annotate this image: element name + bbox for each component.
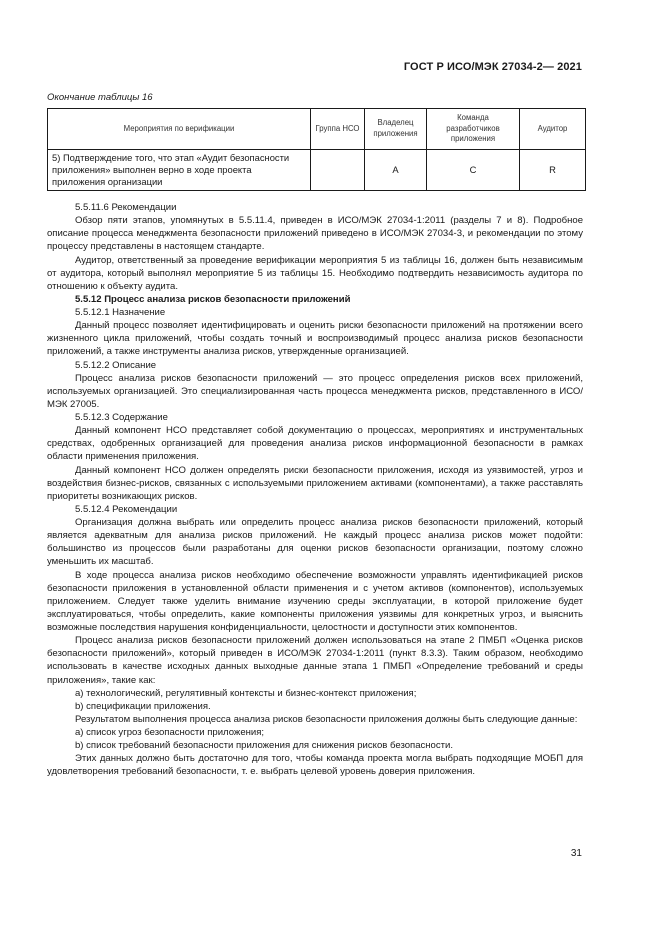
paragraph: Организация должна выбрать или определить процесс анализа рисков безопасности приложений, который является адекватным для анализа рисков приложений. Не каждый процесс анализа рисков может подойти: большинство из процессов были разработаны для оценки рисков безопасности организации, поэтому сложно уменьшить их масштаб. xyxy=(47,517,583,568)
list-item: a) технологический, регулятивный контексты и бизнес-контекст приложения; xyxy=(75,687,417,699)
paragraph: Данный процесс позволяет идентифицировать и оценить риски безопасности приложений на протяжении всего жизненного цикла приложений, чтобы создать точный и воспроизводимый процесс анализа рисков безопасности приложений, а также инструменты анализа рисков, утвержденные организацией. xyxy=(47,320,583,358)
table-caption: Окончание таблицы 16 xyxy=(47,92,153,103)
section-heading: 5.5.11.6 Рекомендации xyxy=(75,202,177,213)
table-cell xyxy=(311,150,365,191)
paragraph: Обзор пяти этапов, упомянутых в 5.5.11.4, приведен в ИСО/МЭК 27034-1:2011 (разделы 7 и 8). Подробное описание процесса менеджмента безопасности приложений приведено в ИСО/МЭК 27034-3, и рекомендации по этому процессу представлены в настоящем стандарте. xyxy=(47,215,583,253)
section-heading: 5.5.12.1 Назначение xyxy=(75,307,166,318)
section-heading: 5.5.12.2 Описание xyxy=(75,359,157,371)
paragraph: Результатом выполнения процесса анализа рисков безопасности приложения должны быть следующие данные: xyxy=(75,713,578,725)
section-heading: 5.5.12.4 Рекомендации xyxy=(75,503,178,515)
paragraph: Этих данных должно быть достаточно для того, чтобы команда проекта могла выбрать подходящие МОБП для удовлетворения требований безопасности, т. е. выбрать целевой уровень доверия приложения. xyxy=(47,753,583,778)
table-header-row xyxy=(48,109,586,150)
document-header: ГОСТ Р ИСО/МЭК 27034-2— 2021 xyxy=(403,61,582,73)
paragraph: Данный компонент НСО должен определять риски безопасности приложения, исходя из уязвимостей, угроз и воздействия бизнес-рисков, связанных с используемыми приложением активами (компонентами), а также расставлять приоритеты возникающих рисков. xyxy=(47,464,583,502)
paragraph: Процесс анализа рисков безопасности приложений должен использоваться на этапе 2 ПМБП «Оценка рисков безопасности приложений», который приведен в ИСО/МЭК 27034-1:2011 (пункт 8.3.3). Таким образом, необходимо использовать в качестве исходных данных выходные данные этапа 1 ПМБП «Определение требований и среды приложения», такие как: xyxy=(47,635,583,686)
list-item: b) спецификации приложения. xyxy=(75,700,211,712)
column-header: Аудитор xyxy=(520,109,586,150)
table-row xyxy=(48,150,586,191)
paragraph: Аудитор, ответственный за проведение верификации мероприятия 5 из таблицы 16, должен быть независимым от аудитора, который выполнял мероприятие 5 из таблицы 15. Необходимо подтвердить независимость аудитора по отношению к объекту аудита. xyxy=(47,254,583,292)
table-cell: C xyxy=(427,150,520,191)
verification-table xyxy=(47,108,586,191)
list-item: b) список требований безопасности приложения для снижения рисков безопасности. xyxy=(75,740,453,752)
section-heading: 5.5.12 Процесс анализа рисков безопасности приложений xyxy=(75,293,351,305)
paragraph: Процесс анализа рисков безопасности приложений — это процесс определения рисков всех приложений, используемых организацией. Это специализированная часть процесса менеджмента рисков, представленного в ИСО/МЭК 27005. xyxy=(47,372,583,410)
document-body xyxy=(47,201,583,779)
table-cell: 5) Подтверждение того, что этап «Аудит безопасности приложения» выполнен верно в ходе проекта приложения организации xyxy=(48,150,311,191)
table-cell: A xyxy=(365,150,427,191)
section-heading: 5.5.12.3 Содержание xyxy=(75,412,168,423)
table-cell: R xyxy=(520,150,586,191)
list-item: a) список угроз безопасности приложения; xyxy=(75,727,265,738)
column-header: Группа НСО xyxy=(311,109,365,150)
page-number: 31 xyxy=(570,848,582,859)
column-header: Мероприятия по верификации xyxy=(48,109,311,150)
column-header: Владелец приложения xyxy=(365,109,427,150)
paragraph: В ходе процесса анализа рисков необходимо обеспечение возможности управлять идентификацией рисков безопасности приложения в установленной области применения и с учетом активов (компонентов), используемых приложением. Следует также уделить внимание изучению среды эксплуатации, в которой приложение будет эксплуатироваться, чтобы определить, какие компоненты приложения уязвимы для конкретных угроз, и выяснить возможные последствия нарушения конфиденциальности, целостности и доступности этих компонентов. xyxy=(47,569,583,633)
column-header: Команда разработчиков приложения xyxy=(427,109,520,150)
paragraph: Данный компонент НСО представляет собой документацию о процессах, мероприятиях и инструментальных средствах, одобренных организацией для проведения анализа рисков информационной безопасности в рамках области применения приложения. xyxy=(47,425,583,463)
